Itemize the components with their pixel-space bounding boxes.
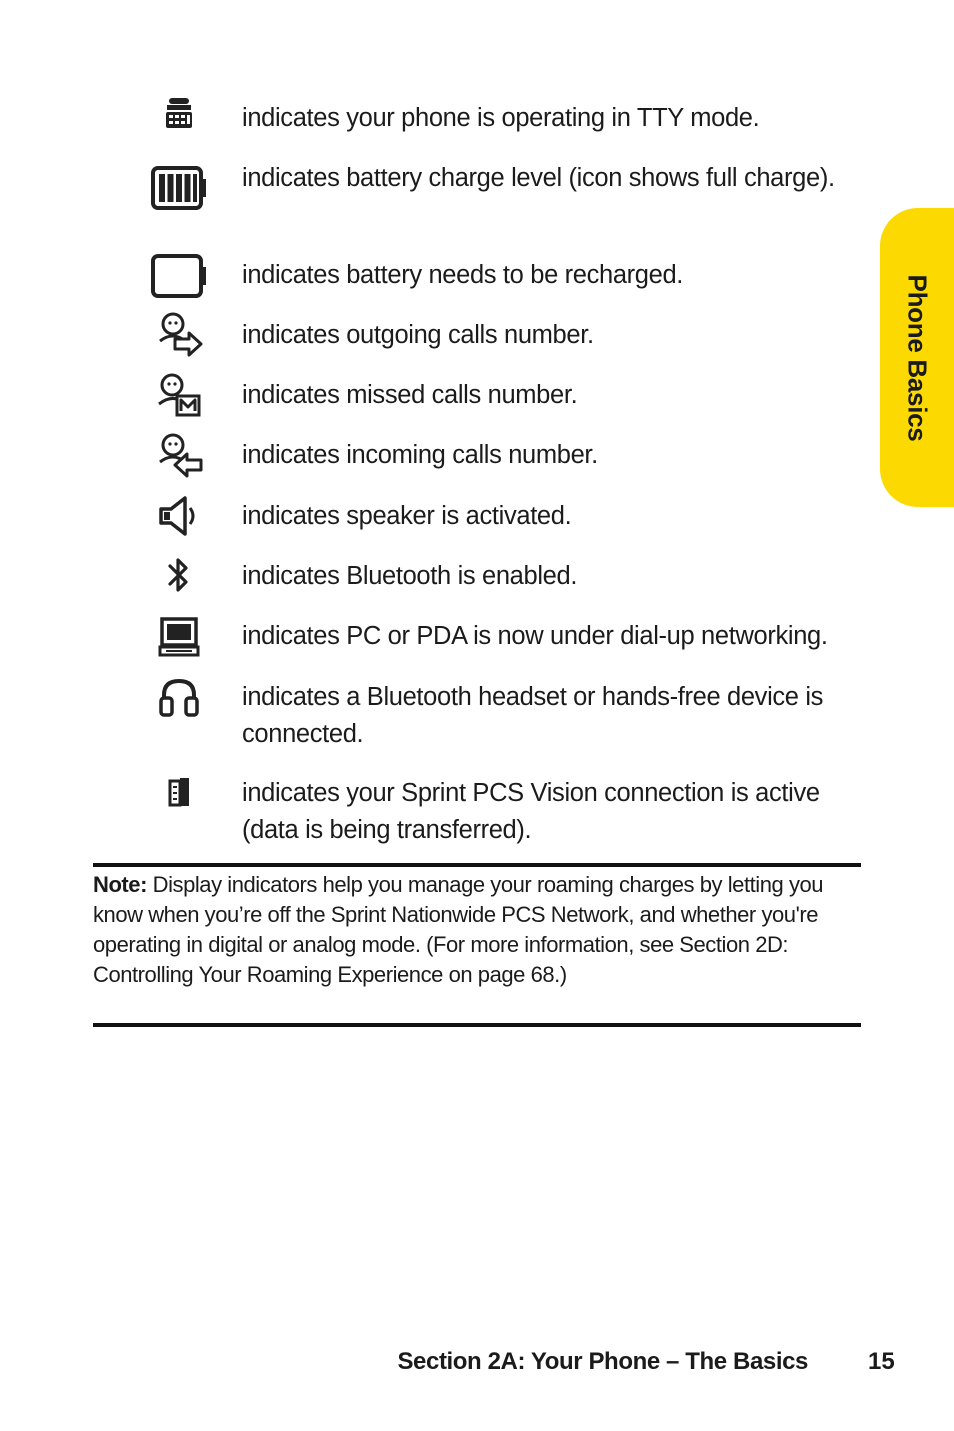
headset-icon [150,676,208,722]
incoming-call-icon [150,432,208,478]
indicator-description: indicates your phone is operating in TTY mode. [242,104,760,132]
data-active-icon [150,775,208,821]
indicator-description: indicates Bluetooth is enabled. [242,562,578,590]
indicator-description: indicates missed calls number. [242,381,578,409]
note-bottom-rule [93,1023,861,1027]
indicator-description: indicates outgoing calls number. [242,321,594,349]
note-text: Display indicators help you manage your roaming charges by letting you know when you’re off the Sprint Nationwide PCS Network, and whether you're operating in digital or analog mode. (For more information, see Section 2D: Controlling Your Roaming Experience on page 68.) [93,872,824,987]
indicator-description: indicates PC or PDA is now under dial-up networking. [242,622,828,650]
side-tab-label: Phone Basics [902,274,933,441]
bluetooth-icon [150,555,208,601]
battery-full-icon [150,166,208,212]
indicator-description: indicates a Bluetooth headset or hands-free device is connected. [242,683,824,748]
side-tab [880,208,954,507]
indicator-description: indicates speaker is activated. [242,502,572,530]
outgoing-call-icon [150,311,208,357]
indicator-description: indicates your Sprint PCS Vision connection is active (data is being transferred). [242,779,820,844]
note-top-rule [93,863,861,867]
footer-section-title: Section 2A: Your Phone – The Basics [397,1348,808,1375]
indicator-description: indicates incoming calls number. [242,441,598,469]
speaker-icon [150,494,208,540]
battery-empty-icon [150,254,208,300]
note-block [93,870,863,990]
note-label: Note: [93,872,147,897]
missed-call-icon [150,372,208,418]
indicator-description: indicates battery charge level (icon shows full charge). [242,164,835,192]
pc-pda-icon [150,616,208,662]
tty-icon [150,96,208,142]
indicator-description: indicates battery needs to be recharged. [242,261,684,289]
page-number: 15 [868,1348,895,1375]
page-footer [0,1348,954,1384]
